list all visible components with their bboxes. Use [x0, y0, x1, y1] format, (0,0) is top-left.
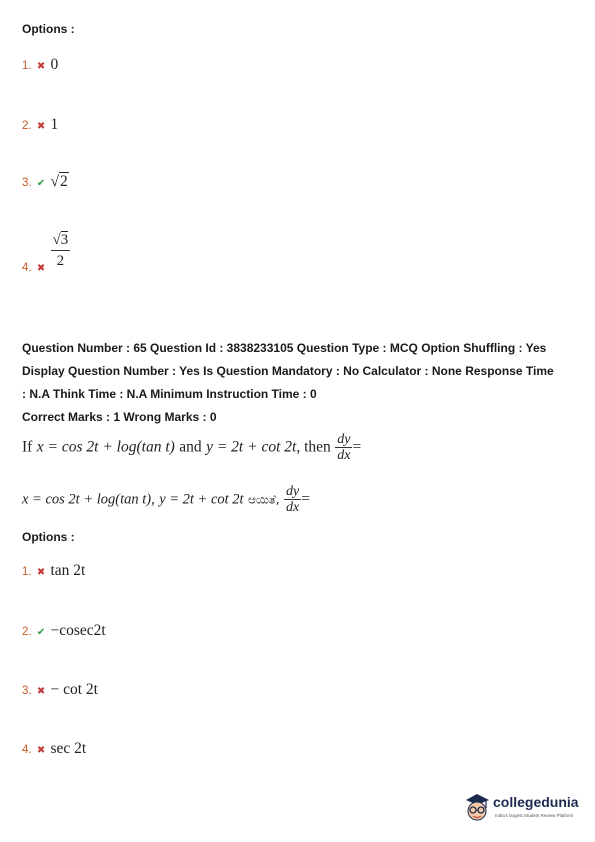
cross-icon: ✖ [36, 745, 46, 756]
option-1[interactable] [22, 56, 58, 74]
fraction: $\frac{√3}{2}$ [52, 232, 69, 269]
y-expression: y = 2t + cot 2t [159, 491, 244, 508]
option-number: 3. [22, 685, 32, 697]
question-kannada [22, 484, 310, 515]
derivative-fraction [335, 432, 352, 463]
question-english [22, 432, 361, 463]
cross-icon: ✖ [36, 61, 46, 72]
x-expression: x = cos 2t + log(tan t), [22, 491, 155, 508]
option-1[interactable] [22, 562, 85, 580]
kannada-word: ಆಯಿತೆ, [248, 492, 280, 507]
option-text: sec 2t [50, 740, 87, 757]
option-number: 1. [22, 566, 32, 578]
if-text: If [22, 438, 33, 456]
numerator: dy [285, 484, 300, 499]
option-4[interactable] [22, 740, 86, 758]
option-number: 4. [22, 744, 32, 756]
option-number: 3. [22, 177, 32, 189]
radicand: 3 [60, 232, 69, 248]
y-expression: y = 2t + cot 2t [206, 438, 297, 456]
option-text: 0 [50, 56, 59, 73]
option-3[interactable] [22, 173, 69, 191]
denominator: dx [337, 448, 351, 463]
meta-line-2: Display Question Number : Yes Is Question Mandatory : No Calculator : None Response Time [22, 364, 554, 378]
denominator: dx [285, 500, 300, 515]
derivative-fraction [284, 484, 301, 515]
question-meta [22, 337, 582, 429]
cross-icon: ✖ [36, 567, 46, 578]
option-number: 2. [22, 120, 32, 132]
check-icon: ✔ [36, 627, 46, 638]
options-heading: Options : [22, 22, 75, 36]
numerator: dy [337, 432, 351, 447]
option-2[interactable] [22, 622, 106, 640]
option-text: 1 [50, 116, 59, 133]
cross-icon: ✖ [36, 263, 46, 274]
meta-line-1: Question Number : 65 Question Id : 3838233105 Question Type : MCQ Option Shuffling : Yes [22, 341, 547, 355]
sqrt-expression: √2 [50, 173, 68, 190]
option-number: 2. [22, 626, 32, 638]
cross-icon: ✖ [36, 121, 46, 132]
cross-icon: ✖ [36, 686, 46, 697]
option-number: 4. [22, 262, 32, 274]
meta-line-3: : N.A Think Time : N.A Minimum Instruction Time : 0 [22, 387, 317, 401]
marks-line: Correct Marks : 1 Wrong Marks : 0 [22, 410, 217, 424]
mascot-icon [462, 790, 492, 824]
equals-sign: = [352, 438, 362, 456]
x-expression: x = cos 2t + log(tan t) [36, 438, 175, 456]
options-heading: Options : [22, 530, 75, 544]
logo-tagline: India's largest Student Review Platform [495, 813, 574, 818]
check-icon: ✔ [36, 178, 46, 189]
equals-sign: = [301, 490, 310, 508]
option-text: tan 2t [50, 562, 86, 579]
option-3[interactable] [22, 681, 98, 699]
and-text: and [179, 438, 202, 456]
option-number: 1. [22, 60, 32, 72]
option-text: − cot 2t [50, 681, 98, 698]
option-text: −cosec2t [50, 622, 106, 639]
then-text: , then [296, 438, 331, 456]
option-2[interactable] [22, 116, 58, 134]
option-4[interactable] [22, 230, 70, 274]
logo-wordmark: collegedunia [493, 794, 579, 810]
radicand: 2 [60, 173, 68, 190]
collegedunia-logo[interactable] [462, 790, 588, 826]
denominator: 2 [56, 253, 65, 269]
